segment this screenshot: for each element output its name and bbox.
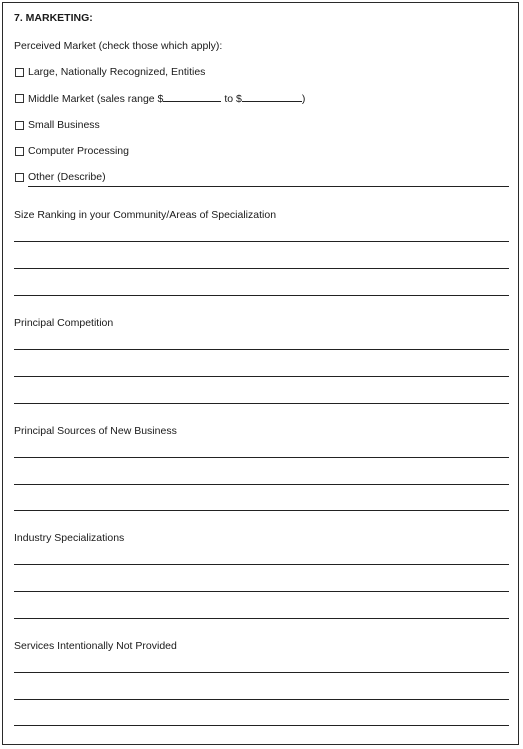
option-middle-suffix: ) (301, 93, 306, 105)
competition-line-2[interactable] (14, 376, 509, 377)
option-middle-prefix: Middle Market (sales range $ (28, 93, 164, 105)
option-middle-market (28, 92, 305, 105)
option-small-label: Small Business (28, 119, 100, 131)
services-label: Services Intentionally Not Provided (14, 640, 177, 652)
sources-line-2[interactable] (14, 484, 509, 485)
checkbox-small-business[interactable] (15, 121, 24, 130)
perceived-market-label: Perceived Market (check those which apply): (14, 40, 223, 52)
sources-line-1[interactable] (14, 457, 509, 458)
option-computer-label: Computer Processing (28, 145, 129, 157)
option-other-label: Other (Describe) (28, 171, 106, 183)
checkbox-other[interactable] (15, 173, 24, 182)
sales-range-from-field[interactable] (163, 92, 221, 102)
industry-line-2[interactable] (14, 591, 509, 592)
industry-label: Industry Specializations (14, 532, 125, 544)
competition-label: Principal Competition (14, 317, 114, 329)
services-line-2[interactable] (14, 699, 509, 700)
size-ranking-label: Size Ranking in your Community/Areas of Specialization (14, 209, 277, 221)
checkbox-computer-processing[interactable] (15, 147, 24, 156)
option-middle-to: to $ (224, 93, 242, 105)
section-title: 7. MARKETING: (14, 12, 93, 24)
size-ranking-line-2[interactable] (14, 268, 509, 269)
sales-range-to-field[interactable] (242, 92, 302, 102)
sources-line-3[interactable] (14, 510, 509, 511)
services-line-3[interactable] (14, 725, 509, 726)
industry-line-1[interactable] (14, 564, 509, 565)
competition-line-1[interactable] (14, 349, 509, 350)
form-page-border (2, 2, 519, 745)
checkbox-large[interactable] (15, 68, 24, 77)
checkbox-middle-market[interactable] (15, 94, 24, 103)
option-large-label: Large, Nationally Recognized, Entities (28, 66, 206, 78)
size-ranking-line-3[interactable] (14, 295, 509, 296)
size-ranking-line-1[interactable] (14, 241, 509, 242)
other-describe-line[interactable] (28, 186, 509, 187)
sources-label: Principal Sources of New Business (14, 425, 177, 437)
competition-line-3[interactable] (14, 403, 509, 404)
services-line-1[interactable] (14, 672, 509, 673)
industry-line-3[interactable] (14, 618, 509, 619)
